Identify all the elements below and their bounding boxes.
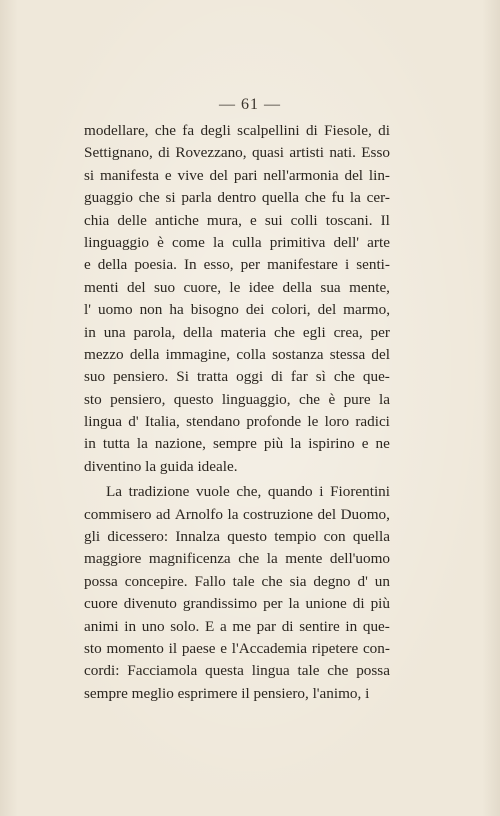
page-number: — 61 — xyxy=(219,96,281,113)
text-line: gli dicessero: Innalza questo tempio con quella xyxy=(84,528,390,546)
text-line: guaggio che si parla dentro quella che fu la cer- xyxy=(84,189,390,207)
text-line: modellare, che fa degli scalpellini di Fiesole, di xyxy=(84,122,390,139)
text-line: menti del suo cuore, le idee della sua mente, xyxy=(84,278,390,296)
text-line: Settignano, di Rovezzano, quasi artisti nati. Esso xyxy=(84,144,390,162)
text-line: commisero ad Arnolfo la costruzione del Duomo, xyxy=(84,505,390,523)
text-body xyxy=(84,120,390,705)
text-line: si manifesta e vive del pari nell'armonia del lin- xyxy=(84,166,390,184)
text-line: sto momento il paese e l'Accademia ripetere con- xyxy=(84,639,390,657)
text-line: e della poesia. In esso, per manifestare i senti- xyxy=(84,256,390,274)
text-line: lingua d' Italia, stendano profonde le loro radici xyxy=(84,413,390,431)
text-line: sto pensiero, questo linguaggio, che è pure la xyxy=(84,390,390,408)
text-line: in tutta la nazione, sempre più la ispirino e ne xyxy=(84,435,390,453)
text-line: chia delle antiche mura, e sui colli toscani. Il xyxy=(84,211,390,229)
paragraph xyxy=(84,120,390,478)
text-line: possa concepire. Fallo tale che sia degno d' un xyxy=(84,572,390,590)
text-line: animi in uno solo. E a me par di sentire in que- xyxy=(84,617,390,635)
text-line: l' uomo non ha bisogno dei colori, del marmo, xyxy=(84,301,390,319)
text-line: linguaggio è come la culla primitiva dell' arte xyxy=(84,233,390,251)
text-line: in una parola, della materia che egli crea, per xyxy=(84,323,390,341)
text-line: La tradizione vuole che, quando i Fiorentini xyxy=(106,483,390,501)
text-line: suo pensiero. Si tratta oggi di far sì che que- xyxy=(84,368,390,386)
text-line: maggiore magnificenza che la mente dell'uomo xyxy=(84,550,390,568)
text-line: cordi: Facciamola questa lingua tale che possa xyxy=(84,662,390,680)
text-line: mezzo della immagine, colla sostanza stessa del xyxy=(84,345,390,363)
text-line: cuore divenuto grandissimo per la unione di più xyxy=(84,595,390,613)
paragraph xyxy=(84,481,390,705)
text-line: diventino la guida ideale. xyxy=(84,457,238,475)
text-line: sempre meglio esprimere il pensiero, l'animo, i xyxy=(84,684,370,702)
